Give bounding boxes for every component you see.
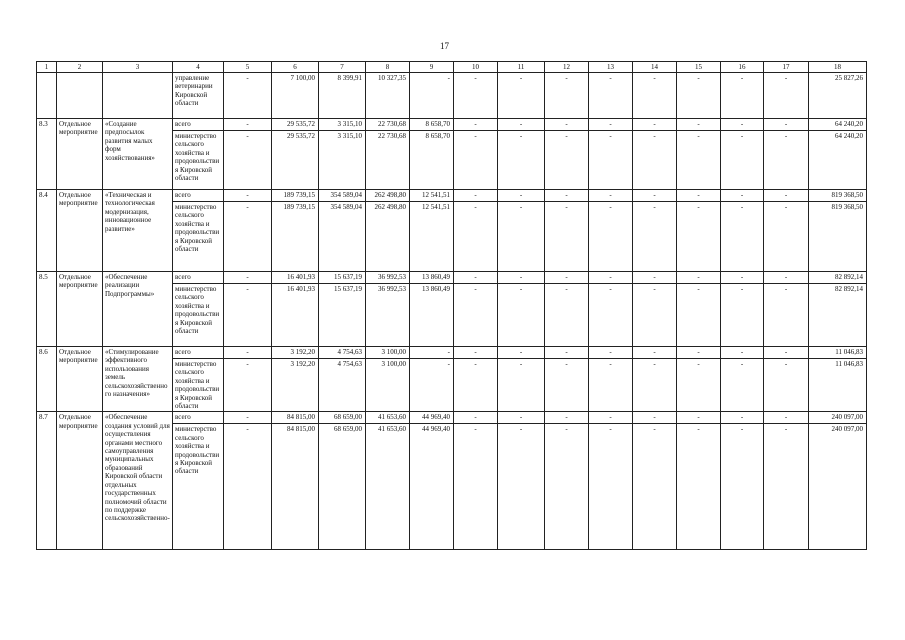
value-cell: - bbox=[589, 284, 633, 347]
value-cell: 41 653,60 bbox=[366, 424, 410, 550]
value-cell: - bbox=[498, 73, 545, 119]
value-cell: - bbox=[454, 424, 498, 550]
value-cell: - bbox=[589, 272, 633, 284]
status-cell: Отдельное мероприятие bbox=[57, 347, 103, 412]
value-cell: - bbox=[454, 190, 498, 202]
value-cell: 44 969,40 bbox=[410, 412, 454, 424]
value-cell: 13 860,49 bbox=[410, 284, 454, 347]
value-cell: - bbox=[498, 359, 545, 412]
column-number: 1 bbox=[37, 62, 57, 73]
value-cell: - bbox=[677, 412, 721, 424]
table-body bbox=[37, 73, 867, 550]
column-number: 13 bbox=[589, 62, 633, 73]
value-cell: - bbox=[498, 131, 545, 190]
value-cell: 3 315,10 bbox=[319, 119, 366, 131]
value-cell: 68 659,00 bbox=[319, 424, 366, 550]
value-cell: - bbox=[633, 272, 677, 284]
executor-cell: управление ветеринарии Кировской области bbox=[173, 73, 224, 119]
value-cell: 22 730,68 bbox=[366, 131, 410, 190]
value-cell: 16 401,93 bbox=[272, 272, 319, 284]
value-cell: - bbox=[454, 119, 498, 131]
value-cell: - bbox=[224, 202, 272, 272]
value-cell: 189 739,15 bbox=[272, 202, 319, 272]
value-cell: - bbox=[633, 190, 677, 202]
value-cell: 4 754,63 bbox=[319, 347, 366, 359]
value-cell: 15 637,19 bbox=[319, 272, 366, 284]
name-cell: «Стимулирование эффективного использования земель сельскохозяйственного назначения» bbox=[103, 347, 173, 412]
value-cell: - bbox=[764, 131, 809, 190]
row-number-cell: 8.6 bbox=[37, 347, 57, 412]
value-cell: - bbox=[721, 272, 764, 284]
value-cell: - bbox=[633, 202, 677, 272]
value-cell: - bbox=[764, 359, 809, 412]
value-cell: - bbox=[764, 284, 809, 347]
status-cell: Отдельное мероприятие bbox=[57, 190, 103, 272]
value-cell: - bbox=[454, 347, 498, 359]
table-row bbox=[37, 412, 867, 424]
column-number: 18 bbox=[809, 62, 867, 73]
value-cell: 4 754,63 bbox=[319, 359, 366, 412]
value-cell: - bbox=[721, 359, 764, 412]
value-cell: - bbox=[677, 131, 721, 190]
value-cell: - bbox=[589, 412, 633, 424]
status-cell: Отдельное мероприятие bbox=[57, 412, 103, 550]
value-cell: 819 368,50 bbox=[809, 190, 867, 202]
name-cell: «Техническая и технологическая модернизация, инновационное развитие» bbox=[103, 190, 173, 272]
column-number: 6 bbox=[272, 62, 319, 73]
executor-cell: министерство сельского хозяйства и продовольствия Кировской области bbox=[173, 359, 224, 412]
page-number: 17 bbox=[440, 41, 449, 51]
value-cell: - bbox=[224, 272, 272, 284]
value-cell: - bbox=[410, 347, 454, 359]
value-cell: 12 541,51 bbox=[410, 202, 454, 272]
value-cell: - bbox=[410, 73, 454, 119]
column-number: 14 bbox=[633, 62, 677, 73]
value-cell: 36 992,53 bbox=[366, 272, 410, 284]
value-cell: - bbox=[498, 190, 545, 202]
value-cell: 84 815,00 bbox=[272, 424, 319, 550]
column-number: 11 bbox=[498, 62, 545, 73]
column-number: 12 bbox=[545, 62, 589, 73]
value-cell: 64 240,20 bbox=[809, 119, 867, 131]
value-cell: 10 327,35 bbox=[366, 73, 410, 119]
value-cell: 354 589,04 bbox=[319, 190, 366, 202]
column-number: 4 bbox=[173, 62, 224, 73]
value-cell: - bbox=[545, 73, 589, 119]
value-cell: - bbox=[454, 359, 498, 412]
value-cell: - bbox=[764, 202, 809, 272]
table-row bbox=[37, 190, 867, 202]
value-cell: 11 046,83 bbox=[809, 347, 867, 359]
value-cell: 3 315,10 bbox=[319, 131, 366, 190]
value-cell: - bbox=[589, 359, 633, 412]
value-cell: - bbox=[633, 284, 677, 347]
status-cell: Отдельное мероприятие bbox=[57, 272, 103, 347]
row-number-cell: 8.4 bbox=[37, 190, 57, 272]
value-cell: - bbox=[677, 190, 721, 202]
value-cell: - bbox=[545, 190, 589, 202]
value-cell: - bbox=[764, 272, 809, 284]
value-cell: - bbox=[498, 202, 545, 272]
value-cell: - bbox=[677, 272, 721, 284]
value-cell: - bbox=[589, 119, 633, 131]
value-cell: 64 240,20 bbox=[809, 131, 867, 190]
column-number: 2 bbox=[57, 62, 103, 73]
value-cell: - bbox=[721, 412, 764, 424]
value-cell: - bbox=[721, 190, 764, 202]
value-cell: - bbox=[454, 131, 498, 190]
value-cell: - bbox=[498, 412, 545, 424]
value-cell: - bbox=[454, 202, 498, 272]
value-cell: - bbox=[721, 73, 764, 119]
value-cell: - bbox=[677, 347, 721, 359]
value-cell: - bbox=[764, 412, 809, 424]
name-cell: «Обеспечение реализации Подпрограммы» bbox=[103, 272, 173, 347]
value-cell: 13 860,49 bbox=[410, 272, 454, 284]
column-number-row bbox=[37, 62, 867, 73]
value-cell: - bbox=[764, 119, 809, 131]
value-cell: 8 399,91 bbox=[319, 73, 366, 119]
executor-cell: министерство сельского хозяйства и продовольствия Кировской области bbox=[173, 131, 224, 190]
value-cell: 68 659,00 bbox=[319, 412, 366, 424]
name-cell bbox=[103, 73, 173, 119]
value-cell: - bbox=[224, 359, 272, 412]
value-cell: - bbox=[677, 119, 721, 131]
value-cell: - bbox=[764, 190, 809, 202]
value-cell: - bbox=[633, 347, 677, 359]
value-cell: - bbox=[224, 73, 272, 119]
value-cell: 819 368,50 bbox=[809, 202, 867, 272]
value-cell: - bbox=[721, 202, 764, 272]
status-cell: Отдельное мероприятие bbox=[57, 119, 103, 190]
value-cell: 36 992,53 bbox=[366, 284, 410, 347]
value-cell: - bbox=[677, 202, 721, 272]
value-cell: - bbox=[764, 424, 809, 550]
value-cell: 3 100,00 bbox=[366, 347, 410, 359]
name-cell: «Создание предпосылок развития малых форм хозяйствования» bbox=[103, 119, 173, 190]
value-cell: - bbox=[721, 347, 764, 359]
value-cell: - bbox=[498, 119, 545, 131]
name-cell: «Обеспечение создания условий для осуществления органами местного самоуправления муниципальных образований Кировской области отдельных государственных полномочий области по поддержке сельскохозяйственно- bbox=[103, 412, 173, 550]
value-cell: - bbox=[589, 202, 633, 272]
value-cell: - bbox=[224, 412, 272, 424]
value-cell: 240 097,00 bbox=[809, 412, 867, 424]
value-cell: - bbox=[545, 131, 589, 190]
column-number: 9 bbox=[410, 62, 454, 73]
value-cell: 41 653,60 bbox=[366, 412, 410, 424]
value-cell: - bbox=[454, 284, 498, 347]
value-cell: - bbox=[677, 424, 721, 550]
value-cell: - bbox=[498, 347, 545, 359]
row-number-cell: 8.7 bbox=[37, 412, 57, 550]
value-cell: 29 535,72 bbox=[272, 131, 319, 190]
value-cell: - bbox=[633, 119, 677, 131]
column-number: 7 bbox=[319, 62, 366, 73]
table-row bbox=[37, 347, 867, 359]
table-row bbox=[37, 272, 867, 284]
executor-cell: всего bbox=[173, 119, 224, 131]
value-cell: - bbox=[545, 412, 589, 424]
value-cell: - bbox=[677, 359, 721, 412]
value-cell: - bbox=[410, 359, 454, 412]
value-cell: - bbox=[721, 131, 764, 190]
value-cell: 12 541,51 bbox=[410, 190, 454, 202]
value-cell: 16 401,93 bbox=[272, 284, 319, 347]
value-cell: - bbox=[224, 190, 272, 202]
value-cell: - bbox=[545, 424, 589, 550]
budget-table bbox=[36, 61, 867, 550]
value-cell: 3 192,20 bbox=[272, 347, 319, 359]
value-cell: 3 192,20 bbox=[272, 359, 319, 412]
value-cell: - bbox=[633, 131, 677, 190]
value-cell: - bbox=[454, 73, 498, 119]
value-cell: 8 658,70 bbox=[410, 131, 454, 190]
value-cell: - bbox=[764, 73, 809, 119]
executor-cell: всего bbox=[173, 190, 224, 202]
value-cell: - bbox=[677, 284, 721, 347]
value-cell: - bbox=[589, 190, 633, 202]
value-cell: - bbox=[545, 272, 589, 284]
value-cell: - bbox=[454, 412, 498, 424]
row-number-cell: 8.5 bbox=[37, 272, 57, 347]
value-cell: - bbox=[545, 119, 589, 131]
table-row bbox=[37, 73, 867, 119]
column-number: 16 bbox=[721, 62, 764, 73]
executor-cell: всего bbox=[173, 272, 224, 284]
column-number: 17 bbox=[764, 62, 809, 73]
table-row bbox=[37, 119, 867, 131]
value-cell: - bbox=[545, 359, 589, 412]
status-cell bbox=[57, 73, 103, 119]
value-cell: 240 097,00 bbox=[809, 424, 867, 550]
value-cell: - bbox=[589, 347, 633, 359]
value-cell: 262 498,80 bbox=[366, 202, 410, 272]
value-cell: 189 739,15 bbox=[272, 190, 319, 202]
value-cell: - bbox=[633, 412, 677, 424]
executor-cell: всего bbox=[173, 412, 224, 424]
value-cell: 25 827,26 bbox=[809, 73, 867, 119]
value-cell: - bbox=[498, 272, 545, 284]
value-cell: 7 100,00 bbox=[272, 73, 319, 119]
value-cell: 262 498,80 bbox=[366, 190, 410, 202]
value-cell: - bbox=[545, 284, 589, 347]
column-number: 3 bbox=[103, 62, 173, 73]
value-cell: 3 100,00 bbox=[366, 359, 410, 412]
column-number: 5 bbox=[224, 62, 272, 73]
value-cell: - bbox=[764, 347, 809, 359]
value-cell: 44 969,40 bbox=[410, 424, 454, 550]
value-cell: 354 589,04 bbox=[319, 202, 366, 272]
column-number: 10 bbox=[454, 62, 498, 73]
value-cell: - bbox=[633, 73, 677, 119]
executor-cell: всего bbox=[173, 347, 224, 359]
column-number: 15 bbox=[677, 62, 721, 73]
value-cell: - bbox=[224, 119, 272, 131]
value-cell: 82 892,14 bbox=[809, 284, 867, 347]
row-number-cell bbox=[37, 73, 57, 119]
value-cell: - bbox=[224, 284, 272, 347]
value-cell: 29 535,72 bbox=[272, 119, 319, 131]
value-cell: 82 892,14 bbox=[809, 272, 867, 284]
value-cell: - bbox=[589, 131, 633, 190]
value-cell: - bbox=[224, 424, 272, 550]
value-cell: - bbox=[589, 73, 633, 119]
value-cell: 84 815,00 bbox=[272, 412, 319, 424]
row-number-cell: 8.3 bbox=[37, 119, 57, 190]
value-cell: 8 658,70 bbox=[410, 119, 454, 131]
executor-cell: министерство сельского хозяйства и продовольствия Кировской области bbox=[173, 202, 224, 272]
value-cell: - bbox=[633, 359, 677, 412]
value-cell: - bbox=[545, 347, 589, 359]
executor-cell: министерство сельского хозяйства и продовольствия Кировской области bbox=[173, 284, 224, 347]
value-cell: - bbox=[454, 272, 498, 284]
value-cell: - bbox=[498, 424, 545, 550]
executor-cell: министерство сельского хозяйства и продовольствия Кировской области bbox=[173, 424, 224, 550]
value-cell: - bbox=[589, 424, 633, 550]
value-cell: - bbox=[721, 424, 764, 550]
value-cell: - bbox=[545, 202, 589, 272]
value-cell: 22 730,68 bbox=[366, 119, 410, 131]
value-cell: 11 046,83 bbox=[809, 359, 867, 412]
value-cell: - bbox=[721, 284, 764, 347]
column-number: 8 bbox=[366, 62, 410, 73]
value-cell: - bbox=[224, 347, 272, 359]
value-cell: - bbox=[498, 284, 545, 347]
value-cell: - bbox=[633, 424, 677, 550]
value-cell: - bbox=[224, 131, 272, 190]
value-cell: - bbox=[721, 119, 764, 131]
value-cell: - bbox=[677, 73, 721, 119]
value-cell: 15 637,19 bbox=[319, 284, 366, 347]
